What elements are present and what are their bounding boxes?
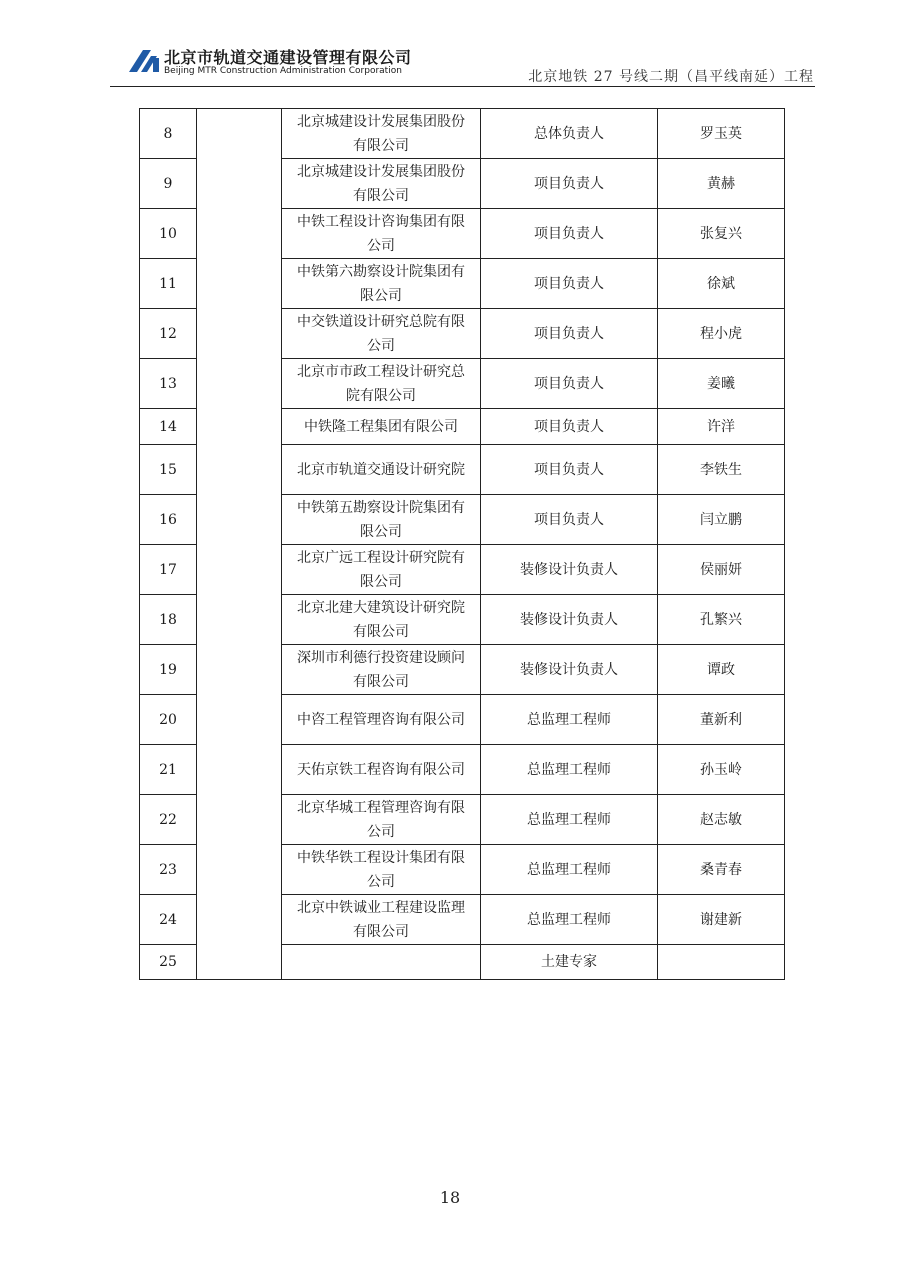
organization-name: 中铁第六勘察设计院集团有限公司: [297, 263, 465, 304]
organization-name: 北京城建设计发展集团股份有限公司: [297, 163, 465, 204]
person-name-cell: 侯丽妍: [658, 545, 785, 595]
row-number-cell: 15: [140, 445, 197, 495]
person-name-cell: 徐斌: [658, 259, 785, 309]
row-number-cell: 17: [140, 545, 197, 595]
role-cell: 总体负责人: [481, 109, 658, 159]
person-name-cell: 罗玉英: [658, 109, 785, 159]
row-number-cell: 8: [140, 109, 197, 159]
row-number-cell: 12: [140, 309, 197, 359]
project-title: 北京地铁 27 号线二期（昌平线南延）工程: [528, 69, 814, 85]
role-cell: 土建专家: [481, 945, 658, 980]
page-header: [0, 0, 900, 90]
person-name-cell: 许洋: [658, 409, 785, 445]
person-name-cell: 董新利: [658, 695, 785, 745]
organization-name: 中铁隆工程集团有限公司: [304, 418, 458, 435]
organization-name: 中咨工程管理咨询有限公司: [297, 711, 465, 728]
organization-cell: [282, 695, 481, 745]
person-name-cell: 姜曦: [658, 359, 785, 409]
personnel-table-body: [140, 109, 785, 980]
organization-cell: [282, 159, 481, 209]
row-number-cell: 20: [140, 695, 197, 745]
organization-cell: [282, 945, 481, 980]
organization-name: 北京广远工程设计研究院有限公司: [297, 549, 465, 590]
row-number-cell: 22: [140, 795, 197, 845]
role-cell: 装修设计负责人: [481, 545, 658, 595]
role-cell: 项目负责人: [481, 209, 658, 259]
organization-cell: [282, 795, 481, 845]
person-name-cell: 孔繁兴: [658, 595, 785, 645]
row-number-cell: 16: [140, 495, 197, 545]
person-name-cell: 谭政: [658, 645, 785, 695]
organization-cell: [282, 359, 481, 409]
person-name-cell: 闫立鹏: [658, 495, 785, 545]
organization-name: 中铁工程设计咨询集团有限公司: [297, 213, 465, 254]
row-number-cell: 11: [140, 259, 197, 309]
organization-name: 北京中铁诚业工程建设监理有限公司: [297, 899, 465, 940]
role-cell: 项目负责人: [481, 445, 658, 495]
row-number-cell: 25: [140, 945, 197, 980]
company-logo-icon: [127, 48, 161, 74]
category-cell: [197, 109, 282, 980]
person-name-cell: 孙玉岭: [658, 745, 785, 795]
organization-name: 中交铁道设计研究总院有限公司: [297, 313, 465, 354]
organization-cell: [282, 209, 481, 259]
role-cell: 总监理工程师: [481, 845, 658, 895]
organization-name: 北京市市政工程设计研究总院有限公司: [297, 363, 465, 404]
organization-cell: [282, 595, 481, 645]
organization-name: 深圳市利德行投资建设顾问有限公司: [297, 649, 465, 690]
role-cell: 总监理工程师: [481, 895, 658, 945]
person-name-cell: 李铁生: [658, 445, 785, 495]
organization-cell: [282, 845, 481, 895]
organization-name: 北京北建大建筑设计研究院有限公司: [297, 599, 465, 640]
person-name-cell: 谢建新: [658, 895, 785, 945]
person-name-cell: [658, 945, 785, 980]
role-cell: 项目负责人: [481, 409, 658, 445]
role-cell: 项目负责人: [481, 359, 658, 409]
organization-name: 中铁华铁工程设计集团有限公司: [297, 849, 465, 890]
row-number-cell: 19: [140, 645, 197, 695]
organization-cell: [282, 645, 481, 695]
person-name-cell: 桑青春: [658, 845, 785, 895]
page-number: 18: [439, 1188, 461, 1207]
row-number-cell: 21: [140, 745, 197, 795]
organization-name: 天佑京铁工程咨询有限公司: [297, 761, 465, 778]
row-number-cell: 10: [140, 209, 197, 259]
company-name-en: Beijing MTR Construction Administration Corporation: [164, 66, 402, 76]
role-cell: 总监理工程师: [481, 795, 658, 845]
role-cell: 装修设计负责人: [481, 595, 658, 645]
table-row: [140, 109, 785, 159]
organization-cell: [282, 545, 481, 595]
role-cell: 项目负责人: [481, 159, 658, 209]
organization-cell: [282, 109, 481, 159]
role-cell: 装修设计负责人: [481, 645, 658, 695]
row-number-cell: 24: [140, 895, 197, 945]
company-name-cn: 北京市轨道交通建设管理有限公司: [164, 48, 412, 67]
header-divider: [110, 86, 815, 87]
organization-cell: [282, 445, 481, 495]
organization-cell: [282, 259, 481, 309]
organization-name: 北京市轨道交通设计研究院: [297, 461, 465, 478]
row-number-cell: 18: [140, 595, 197, 645]
role-cell: 总监理工程师: [481, 695, 658, 745]
personnel-table: [139, 108, 785, 980]
person-name-cell: 黄赫: [658, 159, 785, 209]
role-cell: 项目负责人: [481, 495, 658, 545]
organization-cell: [282, 495, 481, 545]
organization-name: 北京华城工程管理咨询有限公司: [297, 799, 465, 840]
organization-cell: [282, 409, 481, 445]
role-cell: 项目负责人: [481, 259, 658, 309]
row-number-cell: 23: [140, 845, 197, 895]
person-name-cell: 赵志敏: [658, 795, 785, 845]
person-name-cell: 程小虎: [658, 309, 785, 359]
person-name-cell: 张复兴: [658, 209, 785, 259]
role-cell: 项目负责人: [481, 309, 658, 359]
organization-name: 中铁第五勘察设计院集团有限公司: [297, 499, 465, 540]
row-number-cell: 9: [140, 159, 197, 209]
row-number-cell: 14: [140, 409, 197, 445]
organization-cell: [282, 895, 481, 945]
organization-cell: [282, 309, 481, 359]
row-number-cell: 13: [140, 359, 197, 409]
role-cell: 总监理工程师: [481, 745, 658, 795]
organization-name: 北京城建设计发展集团股份有限公司: [297, 113, 465, 154]
organization-cell: [282, 745, 481, 795]
